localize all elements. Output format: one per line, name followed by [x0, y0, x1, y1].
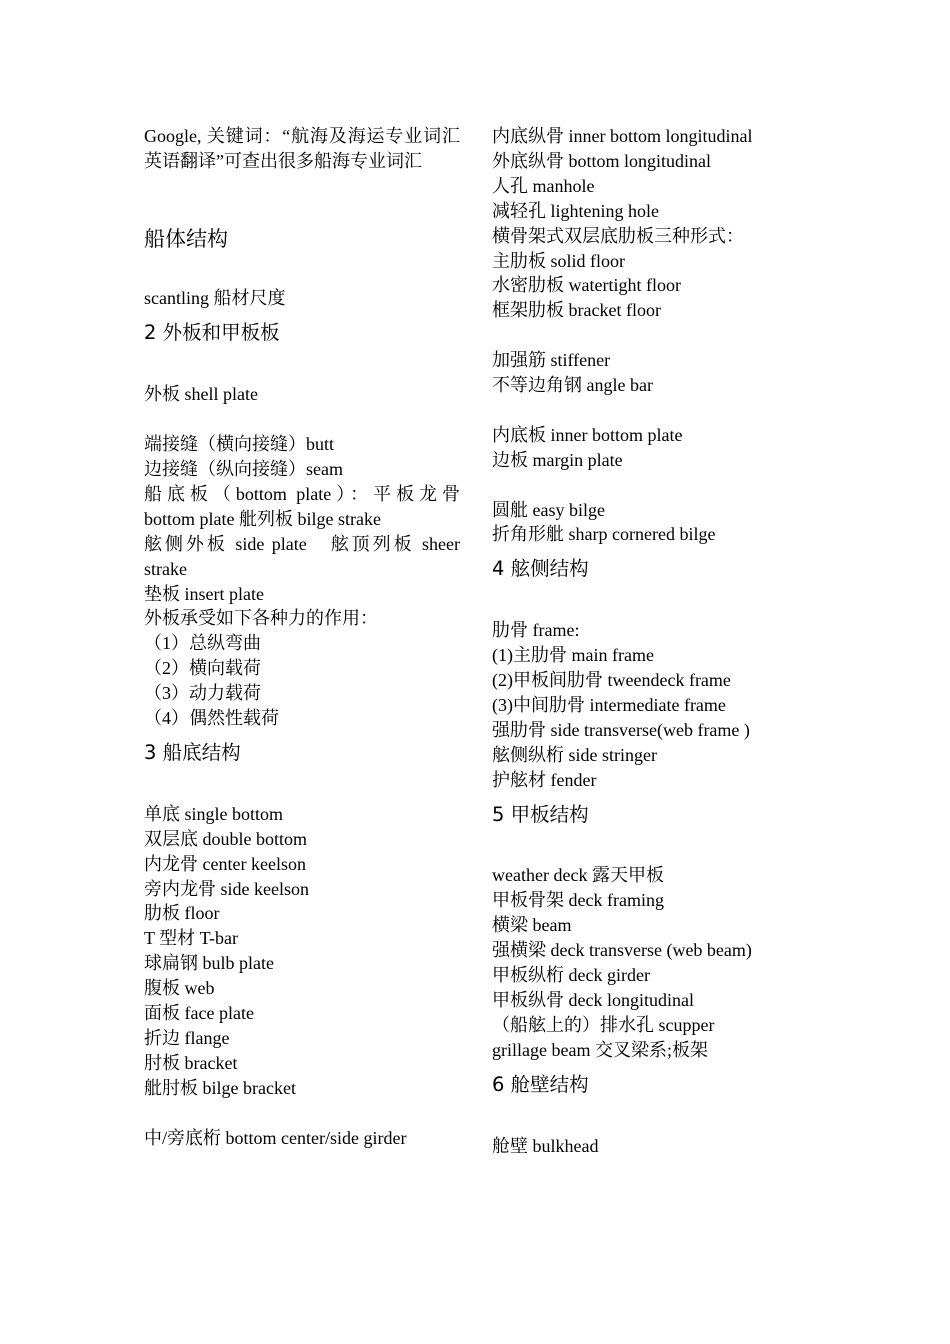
term-list-item: 水密肋板 watertight floor — [492, 275, 681, 296]
force-item: （2）横向载荷 — [144, 658, 261, 679]
term-list-item: 边板 margin plate — [492, 449, 623, 470]
term-list-item: 面板 face plate — [144, 1003, 254, 1024]
right-column — [492, 124, 822, 1159]
section-title-hull-structure: 船体结构 — [144, 226, 228, 251]
term-list-item: 肋板 floor — [144, 903, 220, 924]
term-list-item: weather deck 露天甲板 — [492, 865, 664, 886]
term-list-item: 主肋板 solid floor — [492, 250, 625, 271]
term-list-item: 强肋骨 side transverse(web frame ) — [492, 719, 750, 740]
term-list-item: 内底板 inner bottom plate — [492, 424, 683, 445]
term-bottom-plate-line1: 船底板（bottom plate）：平板龙骨 — [144, 483, 460, 504]
term-list-item: 横骨架式双层底肋板三种形式： — [492, 225, 744, 246]
term-list-item: 肘板 bracket — [144, 1052, 238, 1073]
term-list-item: 内底纵骨 inner bottom longitudinal — [492, 126, 753, 146]
term-list-item: (2)甲板间肋骨 tweendeck frame — [492, 670, 731, 691]
term-list-item: 加强筋 stiffener — [492, 350, 611, 371]
term-list-item: （船舷上的）排水孔 scupper — [492, 1014, 715, 1035]
force-item: （3）动力载荷 — [144, 683, 261, 704]
heading-bottom-structure: 3 船底结构 — [144, 740, 241, 764]
force-item: （4）偶然性载荷 — [144, 708, 279, 729]
term-list-item: grillage beam 交叉梁系;板架 — [492, 1039, 708, 1060]
term-list-item: 折角形舭 sharp cornered bilge — [492, 524, 716, 545]
term-list-item: 单底 single bottom — [144, 803, 283, 824]
term-list-item: 甲板骨架 deck framing — [492, 890, 664, 911]
term-list-item: 甲板纵桁 deck girder — [492, 965, 650, 986]
term-girder: 中/旁底桁 bottom center/side girder — [144, 1127, 407, 1148]
term-list-item: (1)主肋骨 main frame — [492, 645, 654, 666]
intro-paragraph: Google, 关键词：“航海及海运专业词汇英语翻译”可查出很多船海专业词汇 — [144, 126, 460, 171]
left-column — [144, 124, 460, 1151]
heading-side-structure: 4 舷侧结构 — [492, 557, 589, 581]
term-list-item: 圆舭 easy bilge — [492, 499, 605, 520]
term-list-item: 减轻孔 lightening hole — [492, 200, 659, 221]
term-list-item: 外底纵骨 bottom longitudinal — [492, 150, 711, 171]
term-list-item: 旁内龙骨 side keelson — [144, 878, 309, 899]
term-list-item: 肋骨 frame: — [492, 620, 580, 641]
term-scantling: scantling 船材尺度 — [144, 288, 286, 309]
term-list-item: 人孔 manhole — [492, 175, 595, 196]
term-list-item: 强横梁 deck transverse (web beam) — [492, 940, 752, 961]
term-insert-plate: 垫板 insert plate — [144, 583, 264, 604]
term-list-item: 舭肘板 bilge bracket — [144, 1077, 296, 1098]
term-shell-plate: 外板 shell plate — [144, 384, 258, 405]
term-butt: 端接缝（横向接缝）butt — [144, 434, 335, 455]
force-item: （1）总纵弯曲 — [144, 633, 261, 654]
term-list-item: 腹板 web — [144, 978, 215, 999]
heading-bulkhead-structure: 6 舱壁结构 — [492, 1072, 589, 1096]
term-list-item: 双层底 double bottom — [144, 828, 307, 849]
term-seam: 边接缝（纵向接缝）seam — [144, 458, 343, 479]
heading-deck-structure: 5 甲板结构 — [492, 802, 589, 826]
term-bottom-plate-line2: bottom plate 舭列板 bilge strake — [144, 508, 381, 529]
heading-shell-and-deck-plating: 2 外板和甲板板 — [144, 321, 280, 345]
forces-intro: 外板承受如下各种力的作用： — [144, 608, 378, 629]
term-list-item: 折边 flange — [144, 1028, 230, 1048]
term-side-plate-line2: strake — [144, 558, 187, 579]
term-bulkhead: 舱壁 bulkhead — [492, 1135, 599, 1156]
term-side-plate-line1: 舷侧外板 side plate 舷顶列板 sheer — [144, 533, 460, 554]
term-list-item: 内龙骨 center keelson — [144, 853, 306, 874]
term-list-item: 横梁 beam — [492, 915, 572, 936]
term-list-item: T 型材 T-bar — [144, 928, 238, 949]
term-list-item: 护舷材 fender — [492, 769, 597, 790]
term-list-item: (3)中间肋骨 intermediate frame — [492, 694, 726, 715]
term-list-item: 不等边角钢 angle bar — [492, 375, 653, 396]
term-list-item: 球扁钢 bulb plate — [144, 953, 274, 974]
term-list-item: 框架肋板 bracket floor — [492, 300, 661, 321]
term-list-item: 舷侧纵桁 side stringer — [492, 744, 657, 765]
term-list-item: 甲板纵骨 deck longitudinal — [492, 990, 694, 1011]
